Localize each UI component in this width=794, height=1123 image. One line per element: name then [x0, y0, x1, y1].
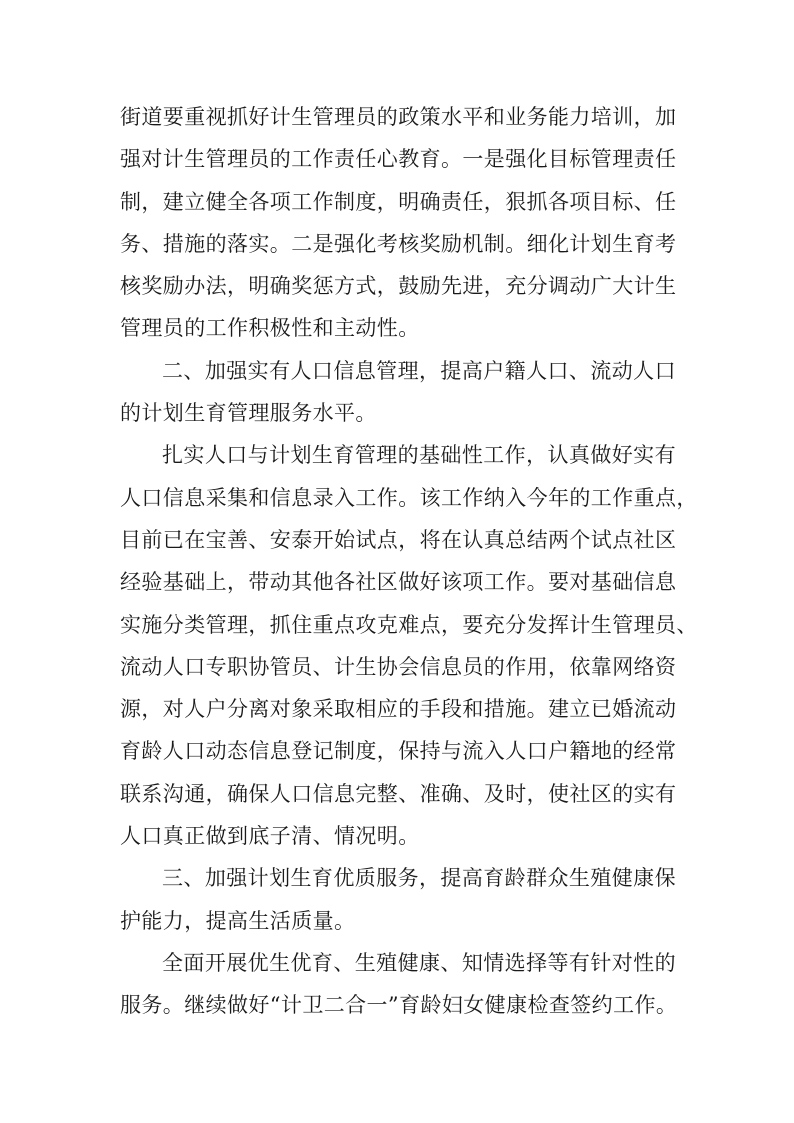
text-line: 联系沟通，确保人口信息完整、准确、及时，使社区的实有 [120, 781, 677, 806]
text-line: 制，建立健全各项工作制度，明确责任，狠抓各项目标、任 [120, 189, 677, 214]
text-line: 管理员的工作积极性和主动性。 [120, 316, 420, 341]
section-heading-line: 护能力，提高生活质量。 [120, 908, 356, 933]
text-line: 育龄人口动态信息登记制度，保持与流入人口户籍地的经常 [120, 739, 677, 764]
text-line: 目前已在宝善、安泰开始试点，将在认真总结两个试点社区 [120, 527, 677, 552]
text-line: 经验基础上，带动其他各社区做好该项工作。要对基础信息 [120, 570, 677, 595]
text-line: 核奖励办法，明确奖惩方式，鼓励先进，充分调动广大计生 [120, 274, 677, 299]
document-body [120, 96, 698, 1027]
text-line: 强对计生管理员的工作责任心教育。一是强化目标管理责任 [120, 147, 677, 172]
text-line: 人口信息采集和信息录入工作。该工作纳入今年的工作重点， [120, 485, 698, 510]
text-line: 流动人口专职协管员、计生协会信息员的作用，依靠网络资 [120, 654, 677, 679]
text-line: 街道要重视抓好计生管理员的政策水平和业务能力培训，加 [120, 105, 677, 129]
text-line: 源，对人户分离对象采取相应的手段和措施。建立已婚流动 [120, 697, 677, 722]
text-line: 服务。继续做好“计卫二合一”育龄妇女健康检查签约工作。 [120, 993, 678, 1018]
text-line: 扎实人口与计划生育管理的基础性工作，认真做好实有 [162, 443, 676, 468]
text-line: 务、措施的落实。二是强化考核奖励机制。细化计划生育考 [120, 231, 677, 256]
section-heading-line: 三、加强计划生育优质服务，提高育龄群众生殖健康保 [162, 866, 676, 891]
section-heading-line: 的计划生育管理服务水平。 [120, 401, 377, 426]
section-heading-line: 二、加强实有人口信息管理，提高户籍人口、流动人口 [162, 358, 676, 383]
text-line: 全面开展优生优育、生殖健康、知情选择等有针对性的 [162, 950, 676, 975]
text-line: 人口真正做到底子清、情况明。 [120, 824, 420, 849]
text-line: 实施分类管理，抓住重点攻克难点，要充分发挥计生管理员、 [120, 612, 698, 637]
